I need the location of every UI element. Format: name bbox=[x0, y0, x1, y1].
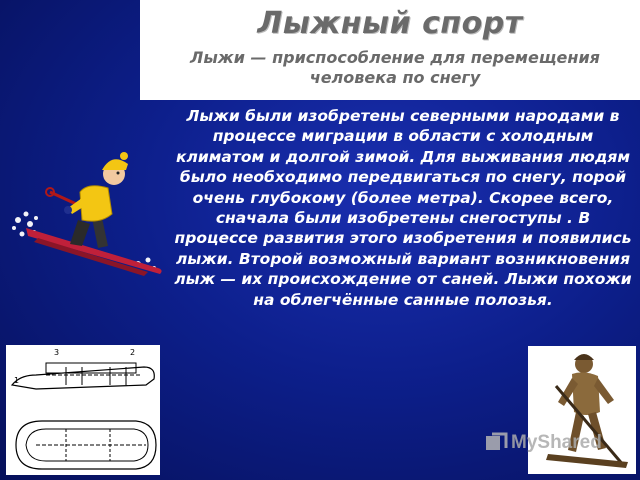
watermark-icon bbox=[484, 430, 508, 456]
diagram-label-2: 2 bbox=[130, 348, 136, 357]
diagram-label-1: 1 bbox=[14, 376, 20, 385]
slide-subtitle: Лыжи — приспособление для перемещения человека по снегу bbox=[190, 48, 600, 87]
ski-diagram bbox=[6, 345, 160, 475]
slide-body-text: Лыжи были изобретены северными народами в процессе миграции в области с холодным климатом и долгой зимой. Для выживания людям было необходимо передвигаться по снегу, порой очень глубокому (более метра). Скорее всего, сначала были изобретены снегоступы . В процессе развития этого изобретения и появились лыжи. Второй возможный вариант возникновения лыж — их происхождение от саней. Лыжи похожи на облегчённые санные полозья. bbox=[174, 107, 632, 309]
diagram-label-3: 3 bbox=[54, 348, 60, 357]
skier-illustration bbox=[8, 148, 168, 278]
watermark bbox=[484, 428, 602, 458]
slide-title: Лыжный спорт bbox=[257, 6, 523, 41]
watermark-text: MyShared bbox=[511, 432, 602, 453]
